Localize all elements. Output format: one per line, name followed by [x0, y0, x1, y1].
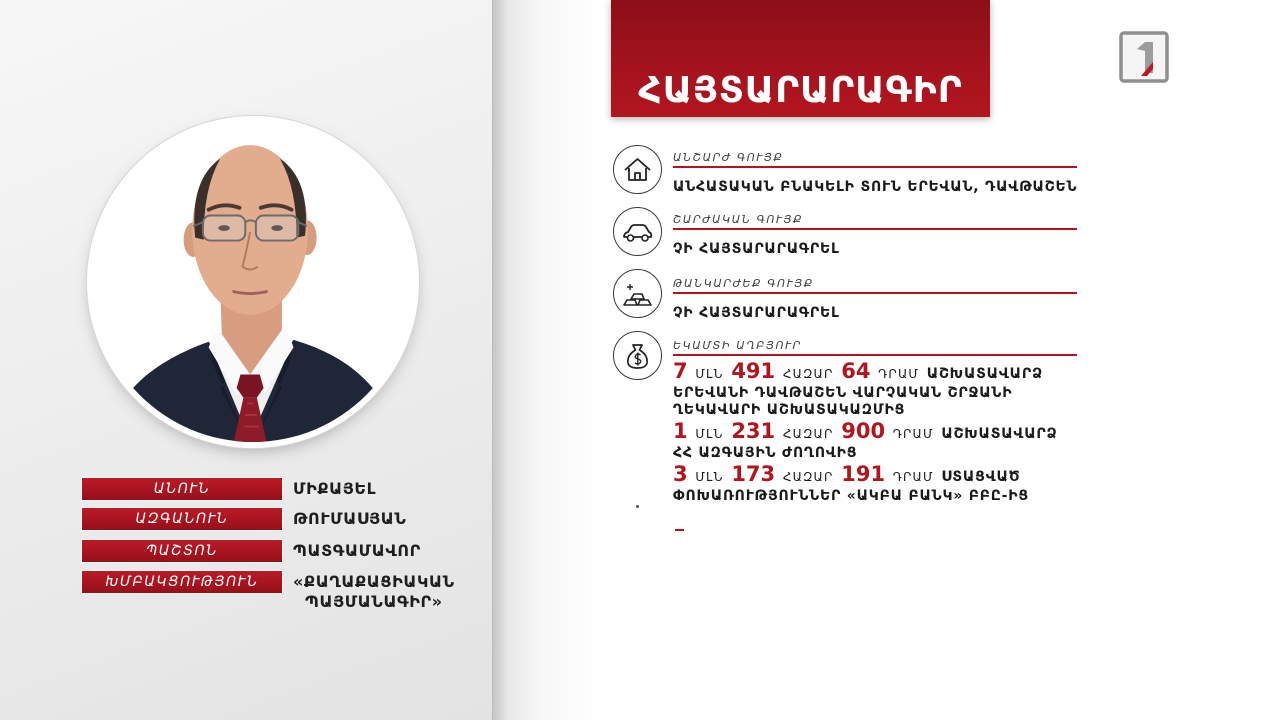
declaration-item-real-estate: [673, 151, 1103, 197]
field-label-name: ԱՆՈՒՆ: [82, 478, 282, 500]
field-row-surname: [82, 508, 492, 530]
income-description-line: ՂԵԿԱՎԱՐԻ ԱՇԽԱՏԱԿԱԶՄԻՑ: [673, 402, 906, 418]
income-label: ԵԿԱՄՏԻ ԱՂԲՅՈՒՐ: [673, 339, 802, 352]
title-banner: [611, 0, 990, 117]
field-label-surname: ԱԶԳԱՆՈՒՆ: [82, 508, 282, 530]
declaration-item-valuables: [673, 277, 1103, 323]
income-list: [673, 361, 1103, 505]
income-description-line: ՓՈԽԱՌՈՒԹՅՈՒՆՆԵՐ «ԱԿԲԱ ԲԱՆԿ» ԲԲԸ-ԻՑ: [673, 488, 1029, 504]
field-value-faction-line2: ՊԱՅՄԱՆԱԳԻՐ»: [305, 593, 443, 611]
valuables-label: ԹԱՆԿԱՐԺԵՔ ԳՈՒՅՔ: [673, 277, 814, 290]
income-millions-unit: ՄԼՆ: [695, 470, 724, 484]
real-estate-value: ԱՆՀԱՏԱԿԱՆ ԲՆԱԿԵԼԻ ՏՈՒՆ ԵՐԵՎԱՆ, ԴԱՎԹԱՇԵՆ: [673, 179, 1078, 195]
field-label-faction: ԽՄԲԱԿՑՈՒԹՅՈՒՆ: [82, 571, 282, 593]
gold-bars-icon: [613, 269, 662, 318]
income-millions-unit: ՄԼՆ: [695, 367, 724, 381]
income-drams: 64: [841, 361, 871, 383]
house-icon: [613, 145, 662, 194]
page-title: ՀԱՅՏԱՐԱՐԱԳԻՐ: [638, 71, 963, 111]
income-entry: [673, 464, 1103, 505]
portrait-illustration: [93, 122, 413, 442]
valuables-divider: [673, 292, 1077, 294]
income-thousands-unit: ՀԱԶԱՐ: [782, 427, 834, 441]
income-description: ՍՏԱՑՎԱԾ: [941, 469, 1021, 485]
field-row-name: [82, 478, 492, 500]
income-amount-line: [673, 361, 1103, 385]
money-bag-icon: [613, 331, 662, 380]
page-fold-divider: [492, 0, 493, 720]
income-thousands: 231: [731, 421, 776, 443]
income-drams-unit: ԴՐԱՄ: [892, 427, 934, 441]
income-drams: 900: [841, 421, 886, 443]
movable-property-value: ՉԻ ՀԱՅՏԱՐԱՐԱԳՐԵԼ: [673, 241, 840, 257]
income-entry: [673, 361, 1103, 419]
real-estate-label: ԱՆՇԱՐԺ ԳՈՒՅՔ: [673, 151, 784, 164]
portrait-photo: [93, 122, 413, 442]
field-value-faction-line1: «ՔԱՂԱՔԱՑԻԱԿԱՆ: [293, 572, 455, 591]
field-label-position: ՊԱՇՏՈՆ: [82, 540, 282, 562]
field-value-surname: ԹՈՒՄԱՍՅԱՆ: [293, 509, 407, 528]
income-amount-line: [673, 464, 1103, 488]
income-millions: 3: [673, 464, 688, 486]
declaration-item-income: [673, 339, 1103, 505]
car-icon: [613, 207, 662, 256]
movable-property-label: ՇԱՐԺԱԿԱՆ ԳՈՒՅՔ: [673, 213, 804, 226]
income-millions: 7: [673, 361, 688, 383]
declaration-item-movable-property: [673, 213, 1103, 259]
income-thousands: 173: [731, 464, 776, 486]
income-description: ԱՇԽԱՏԱՎԱՐՁ: [926, 366, 1043, 382]
movable-property-divider: [673, 228, 1077, 230]
income-description-line: ԵՐԵՎԱՆԻ ԴԱՎԹԱՇԵՆ ՎԱՐՉԱԿԱՆ ՇՐՋԱՆԻ: [673, 385, 1013, 401]
income-thousands: 491: [731, 361, 776, 383]
income-drams: 191: [841, 464, 886, 486]
field-row-position: [82, 540, 492, 562]
income-amount-line: [673, 421, 1103, 445]
channel-logo: [1119, 31, 1169, 83]
valuables-value: ՉԻ ՀԱՅՏԱՐԱՐԱԳՐԵԼ: [673, 305, 840, 321]
income-millions-unit: ՄԼՆ: [695, 427, 724, 441]
income-drams-unit: ԴՐԱՄ: [892, 470, 934, 484]
field-value-name: ՄԻՔԱՅԵԼ: [293, 479, 377, 498]
field-value-position: ՊԱՏԳԱՄԱՎՈՐ: [293, 541, 421, 560]
income-thousands-unit: ՀԱԶԱՐ: [782, 367, 834, 381]
field-row-faction: [82, 571, 492, 611]
income-thousands-unit: ՀԱԶԱՐ: [782, 470, 834, 484]
decorative-dash: [675, 529, 684, 531]
income-entry: [673, 421, 1103, 462]
decorative-dot: [636, 505, 639, 508]
income-drams-unit: ԴՐԱՄ: [878, 367, 920, 381]
real-estate-divider: [673, 166, 1077, 168]
income-divider: [673, 354, 1077, 356]
income-description: ԱՇԽԱՏԱՎԱՐՁ: [941, 426, 1058, 442]
income-description-line: ՀՀ ԱԶԳԱՅԻՆ ԺՈՂՈՎԻՑ: [673, 445, 858, 461]
income-millions: 1: [673, 421, 688, 443]
